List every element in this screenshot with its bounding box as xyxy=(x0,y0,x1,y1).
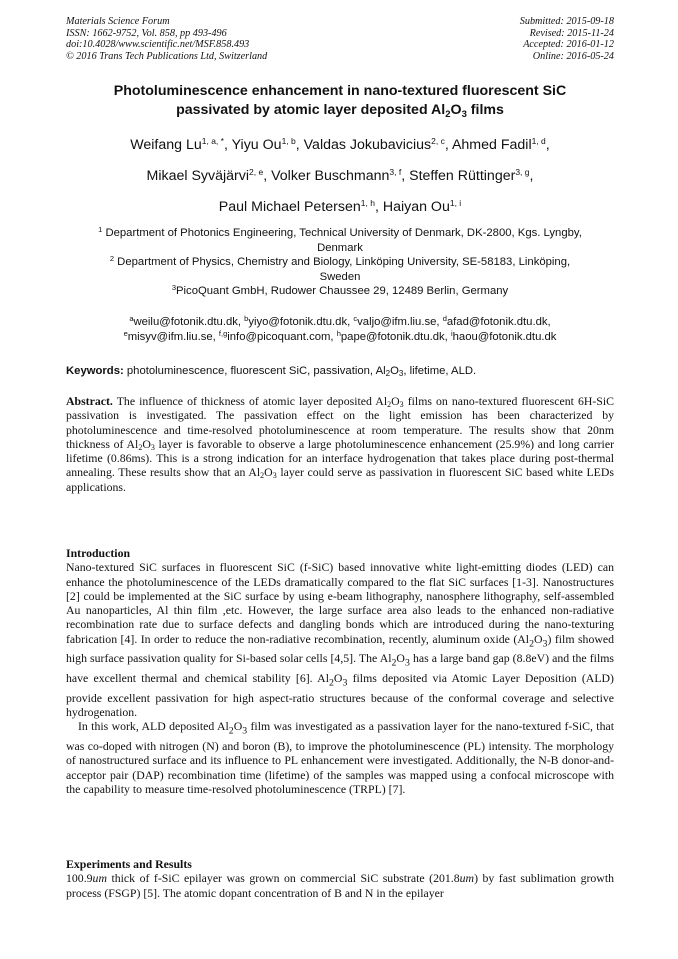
section-heading: Introduction xyxy=(66,546,131,560)
email-link[interactable]: haou@fotonik.dtu.dk xyxy=(452,330,557,343)
experiments-section xyxy=(66,857,614,900)
author-line-1: Weifang $Lu^{1, a, *}$, Yiyu Ou$^{1, b}$, Valdas Jokubavicius$^{2, c}$, Ahmed Fadil$^{1, d}$, xyxy=(130,136,550,153)
email-link[interactable]: yiyo@fotonik.dtu.dk, xyxy=(248,316,351,328)
author-name: Haiyan Ou xyxy=(382,199,450,215)
email-link[interactable]: valjo@ifm.liu.se, xyxy=(357,316,440,328)
keywords: Keywords: photoluminescence, fluorescent SiC, passivation, $Al_2O_3$, lifetime, ALD. xyxy=(66,365,477,378)
email-link[interactable]: afad@fotonik.dtu.dk, xyxy=(446,316,551,328)
paper-title xyxy=(66,82,614,120)
abstract: Abstract. The influence of thickness of atomic layer deposited $Al_2O_3$ films on nano-textured fluorescent 6H-SiC passivation is investigated. The passivation effect on the light emission has been characterized by photoluminescence and time-resolved photoluminescence at room temperature. The results show that 20nm thickness of $Al_2O_3$ layer is favorable to observe a large photoluminescence enhancement (25.9%) and long carrier lifetime (0.86ms). This is a strong indication for an interface hydrogenation that takes place during post-thermal annealing. These results show that an $Al_2O_3$ layer could serve as passivation in fluorescent SiC based white LEDs applications. xyxy=(66,394,615,494)
author-line-2: Mikael Syväjärvi$^{2, e}$, Volker Buschmann$^{3, f}$, Steffen Rüttinger$^{3, g}$, xyxy=(146,167,534,184)
journal-copyright: © 2016 Trans Tech Publications Ltd, Switzerland xyxy=(66,50,268,62)
author-name: Weifang Lu xyxy=(130,137,202,153)
title-line-2: passivated by atomic layer deposited $Al_2O_3$ films xyxy=(176,102,504,120)
email-line-2: $^e$misyv@ifm.liu.se, $^{f,g}$info@picoquant.com, $^h$pape@fotonik.dtu.dk, $^i$haou@fotonik.dtu.dk xyxy=(123,328,557,343)
journal-name: Materials Science Forum xyxy=(66,16,170,27)
journal-header xyxy=(66,16,267,62)
author-name: Yiyu Ou xyxy=(231,137,282,153)
author-name: Ahmed Fadil xyxy=(451,137,532,153)
author-name: Mikael Syväjärvi xyxy=(146,168,250,184)
email-link[interactable]: info@picoquant.com, xyxy=(227,330,334,343)
author-name: Valdas Jokubavicius xyxy=(303,137,432,153)
paragraph: In this work, ALD deposited $Al_2O_3$ film was investigated as a passivation layer for the nano-textured f-SiC, that was co-doped with nitrogen (N) and boron (B), to improve the photoluminescence (PL) intensity. The morphology of nanostructured surface and its influence to PL enhancement were investigated. Additionally, the N-B donor-and-acceptor pair (DAP) recombination time (lifetime) of the samples was mapped using a confocal microscope with the capability to measure time-resolved photoluminescence (TRPL) [7]. xyxy=(66,719,614,796)
title-line-1: Photoluminescence enhancement in nano-textured fluorescent SiC xyxy=(113,83,567,99)
author-name: Volker Buschmann xyxy=(271,168,390,184)
affiliation-3: $^3$PicoQuant GmbH, Rudower Chaussee 29, 12489 Berlin, Germany xyxy=(171,283,509,298)
paragraph: Nano-textured SiC surfaces in fluorescent SiC (f-SiC) based innovative white light-emitting diodes (LED) can enhance the photoluminescence of the LEDs dramatically compared to the flat SiC surfaces [1-3]. Nanostructures [2] could be implemented at the SiC surface by using e-beam lithography, nanosphere lithography, self-assembled Au nanoparticles, Al thin film ,etc. However, the large surface area also leads to the enhanced non-radiative recombination rate due to surface defects and dangling bonds which are introduced during the nano-texturing fabrication [4]. In order to reduce the non-radiative recombination, recently, aluminum oxide $(Al_2O_3)$ film showed high surface passivation quality for Si-based solar cells [4,5]. The $Al_2O_3$ has a large band gap (8.8eV) and the films have excellent thermal and chemical stability [6]. $Al_2O_3$ films deposited via Atomic Layer Deposition (ALD) provide excellent passivation for high aspect-ratio structures because of the conformal coverage and selective hydrogenation. xyxy=(66,560,614,720)
email-link[interactable]: pape@fotonik.dtu.dk, xyxy=(340,330,448,343)
affiliation-1: $^1$ Department of Photonics Engineering, Technical University of Denmark, DK-2800, Kgs. Lyngby, Denmark xyxy=(98,225,582,254)
keywords-label: Keywords: xyxy=(66,365,124,377)
journal-doi[interactable]: doi:10.4028/www.scientific.net/MSF.858.493 xyxy=(66,39,250,51)
journal-issn: ISSN: 1662-9752, Vol. 858, pp 493-496 xyxy=(66,27,227,39)
email-line-1: $^a$weilu@fotonik.dtu.dk, $^b$yiyo@fotonik.dtu.dk, $^c$valjo@ifm.liu.se, $^d$afad@fotonik.dtu.dk, xyxy=(129,314,551,328)
introduction-section xyxy=(66,546,614,796)
affiliations xyxy=(66,226,614,299)
paragraph: 100.9um thick of f-SiC epilayer was grown on commercial SiC substrate (201.8um) by fast sublimation growth process (FSGP) [5]. The atomic dopant concentration of B and N in the epilayer xyxy=(66,871,614,900)
author-line-3: Paul Michael Petersen$^{1, h}$, Haiyan Ou$^{1, i}$ xyxy=(218,198,462,215)
date-revised: Revised: 2015-11-24 xyxy=(529,27,614,39)
dates-header xyxy=(520,16,614,62)
email-link[interactable]: weilu@fotonik.dtu.dk, xyxy=(133,316,242,328)
author-name: Steffen Rüttinger xyxy=(409,168,516,184)
author-name: Paul Michael Petersen xyxy=(218,199,361,215)
affiliation-2: $^2$ Department of Physics, Chemistry and Biology, Linköping University, SE-58183, Linköping, Sweden xyxy=(109,254,571,283)
date-online: Online: 2016-05-24 xyxy=(532,50,614,62)
date-accepted: Accepted: 2016-01-12 xyxy=(523,39,614,51)
section-heading: Experiments and Results xyxy=(66,857,192,871)
email-link[interactable]: misyv@ifm.liu.se, xyxy=(127,330,216,343)
date-submitted: Submitted: 2015-09-18 xyxy=(519,16,614,27)
author-list xyxy=(66,130,614,223)
abstract-label: Abstract. xyxy=(66,394,113,408)
email-list xyxy=(66,315,614,345)
